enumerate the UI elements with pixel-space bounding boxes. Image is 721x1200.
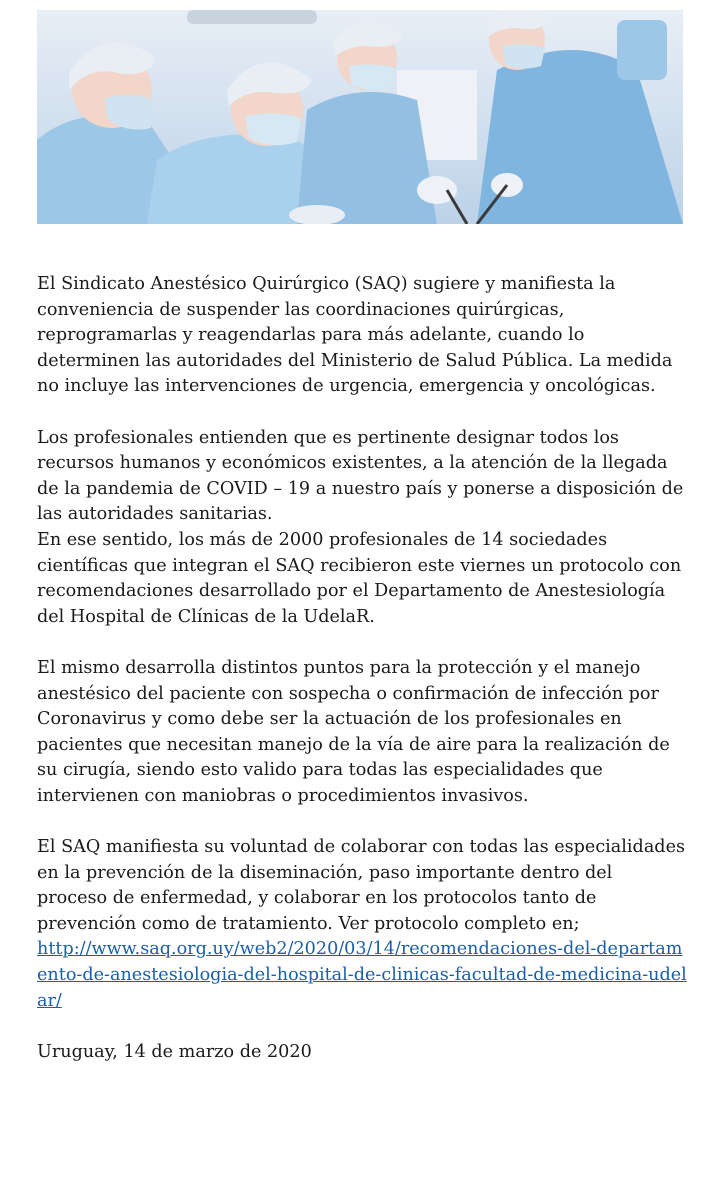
paragraph-resources: Los profesionales entienden que es pertinente designar todos los recursos humanos y económicos existentes, a la atención de la llegada de la pandemia de COVID – 19 a nuestro país y ponerse a disposición de las autoridades sanitarias. — [37, 427, 684, 525]
surgery-illustration — [37, 10, 683, 224]
protocol-link[interactable]: http://www.saq.org.uy/web2/2020/03/14/recomendaciones-del-departamento-de-anestesiologia-del-hospital-de-clinicas-facultad-de-medicina-udelar/ — [37, 939, 687, 1011]
paragraph-suspension: El Sindicato Anestésico Quirúrgico (SAQ) sugiere y manifiesta la conveniencia de suspender las coordinaciones quirúrgicas, reprogramarlas y reagendarlas para más adelante, cuando lo determinen las autoridades del Ministerio de Salud Pública. La medida no incluye las intervenciones de urgencia, emergencia y oncológicas. — [37, 274, 673, 397]
collaboration-text: El SAQ manifiesta su voluntad de colaborar con todas las especialidades en la prevención de la diseminación, paso importante dentro del proceso de enfermedad, y colaborar en los protocolos tanto de prevención como de tratamiento. Ver protocolo completo en; — [37, 837, 686, 934]
article-body — [37, 272, 687, 1091]
paragraph-protocol: En ese sentido, los más de 2000 profesionales de 14 sociedades científicas que integran el SAQ recibieron este viernes un protocolo con recomendaciones desarrollado por el Departamento de Anestesiología del Hospital de Clínicas de la UdelaR. — [37, 529, 682, 627]
paragraph-details: El mismo desarrolla distintos puntos para la protección y el manejo anestésico del paciente con sospecha o confirmación de infección por Coronavirus y como debe ser la actuación de los profesionales en pacientes que necesitan manejo de la vía de aire para la realización de su cirugía, siendo esto valido para todas las especialidades que intervienen con maniobras o procedimientos invasivos. — [37, 657, 670, 806]
paragraph-collaboration — [37, 835, 687, 1014]
date-line: Uruguay, 14 de marzo de 2020 — [37, 1041, 312, 1062]
surgery-photo — [37, 10, 683, 224]
surgical-lamp — [187, 10, 317, 24]
surgeon-right-center — [297, 21, 437, 224]
